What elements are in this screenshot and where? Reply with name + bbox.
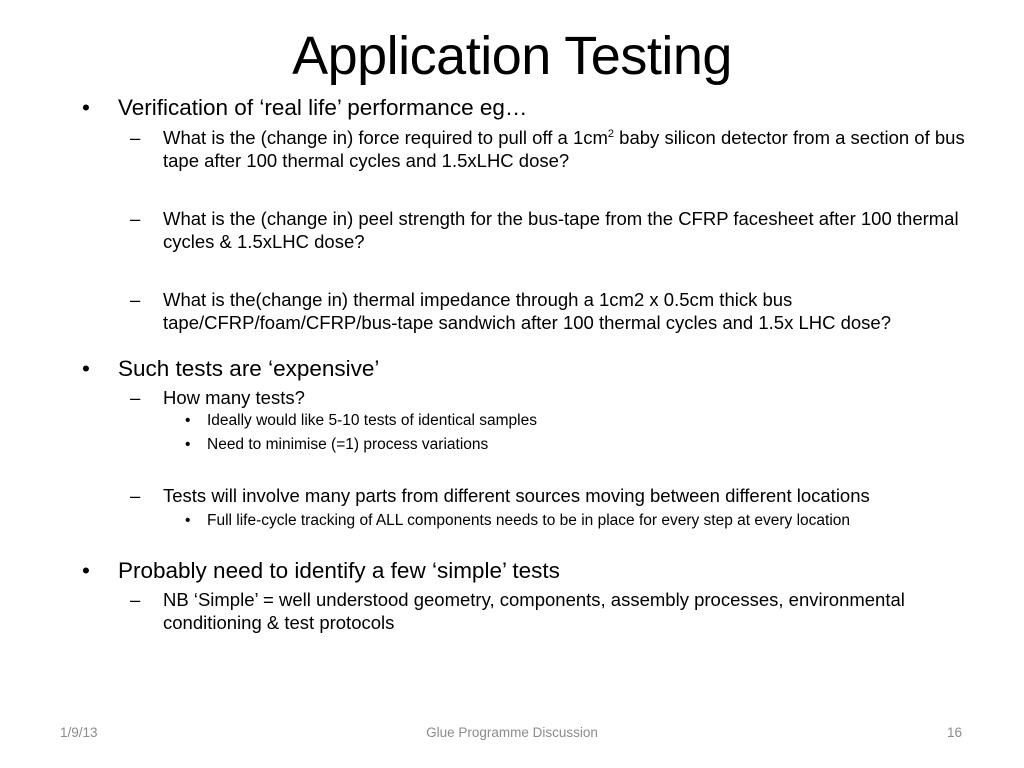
bullet-level2 [118,126,976,172]
small-dot-icon: • [185,412,191,429]
small-dot-icon: • [185,436,191,453]
small-dot-icon: • [185,512,191,529]
slide-number: 16 [946,725,962,740]
bullet-level3 [163,509,976,533]
bullet-dot-icon: • [82,95,90,120]
dash-icon: – [130,387,141,408]
bullet-text: Full life-cycle tracking of ALL components needs to be in place for every step at every location [207,512,851,529]
bullet-text: Need to minimise (=1) process variations [207,436,489,453]
bullet-level3 [163,409,976,433]
bullet-text: NB ‘Simple’ = well understood geometry, components, assembly processes, environmental conditioning & test protocols [163,589,905,633]
bullet-text: What is the(change in) thermal impedance through a 1cm2 x 0.5cm thick bus tape/CFRP/foam/CFRP/bus-tape sandwich after 100 thermal cycles and 1.5x LHC dose? [163,289,892,333]
dash-icon: – [130,208,141,229]
superscript: 2 [607,127,615,140]
bullet-text: Ideally would like 5-10 tests of identical samples [207,412,537,429]
bullet-level2 [118,207,976,253]
dash-icon: – [130,127,141,148]
slide-title: Application Testing [292,26,732,86]
bullet-text: Such tests are ‘expensive’ [118,356,380,381]
bullet-level1 [76,94,976,122]
dash-icon: – [130,485,141,506]
dash-icon: – [130,289,141,310]
bullet-dot-icon: • [82,356,90,381]
bullet-text: What is the (change in) peel strength for the bus-tape from the CFRP facesheet after 100 thermal cycles & 1.5xLHC dose? [163,208,959,252]
bullet-text: Tests will involve many parts from different sources moving between different locations [163,485,870,506]
bullet-level2 [118,386,976,409]
bullet-text: Verification of ‘real life’ performance eg… [118,95,528,120]
bullet-level2 [118,288,976,334]
bullet-text: Probably need to identify a few ‘simple’ tests [118,558,560,583]
bullet-level3 [163,433,976,457]
slide-content [76,94,976,634]
bullet-level1 [76,355,976,383]
bullet-level2 [118,484,976,507]
bullet-text: How many tests? [163,387,305,408]
footer-title: Glue Programme Discussion [426,725,598,740]
dash-icon: – [130,589,141,610]
footer-date: 1/9/13 [60,725,98,740]
bullet-dot-icon: • [82,558,90,583]
bullet-level1 [76,557,976,585]
bullet-text: What is the (change in) force required to pull off a $1cm^2$ baby silicon detector from a section of bus tape after 100 thermal cycles and 1.5xLHC dose? [163,127,965,171]
bullet-level2 [118,588,976,634]
